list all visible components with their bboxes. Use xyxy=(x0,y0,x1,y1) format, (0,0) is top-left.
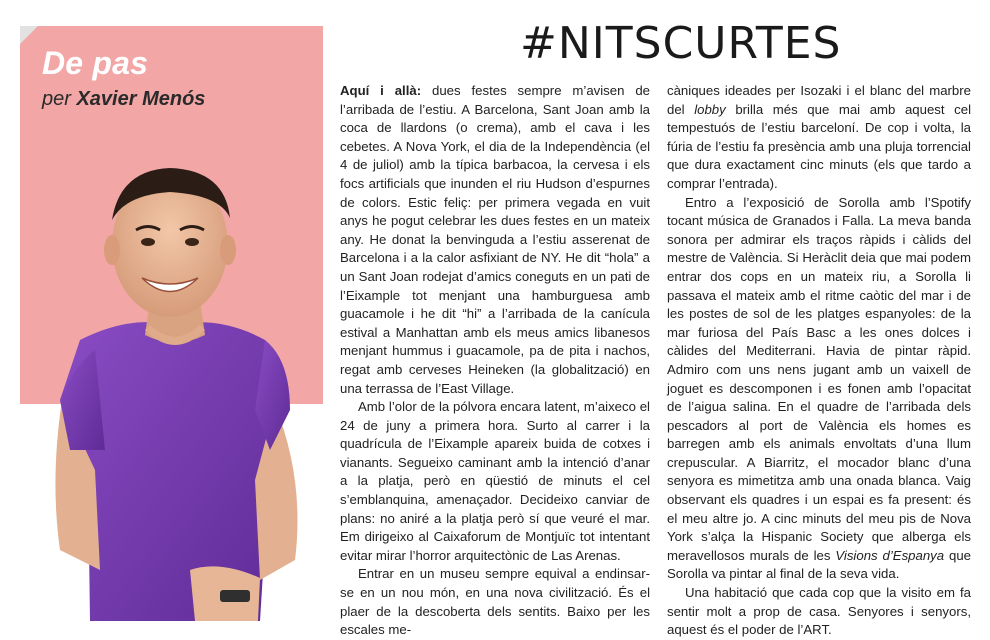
section-title: De pas xyxy=(42,45,149,81)
byline-author: Xavier Menós xyxy=(76,88,206,110)
paragraph-text: brilla més que mai amb aquest cel tempestuós de l’estiu barceloní. De cop i volta, la fúria de l’estiu fa presència amb una pluja torrencial que dura exactament cinc minuts (els que tardo a comprar l’entrada). xyxy=(667,101,971,191)
italic-title: Visions d’Espanya xyxy=(835,547,945,563)
paragraph xyxy=(667,194,971,584)
article-column-1 xyxy=(340,82,650,640)
byline-prefix: per xyxy=(42,88,71,110)
paragraph: Una habitació que cada cop que la visito em fa sentir molt a prop de casa. Senyores i senyors, aquest és el poder de l’ART. xyxy=(667,585,971,638)
article-lead: Aquí i allà: xyxy=(340,83,422,98)
paragraph xyxy=(340,82,650,398)
paragraph-text: càniques ideades per Isozaki i el blanc del marbre del xyxy=(667,83,971,117)
corner-fold xyxy=(20,26,38,44)
author-photo xyxy=(20,150,320,621)
paragraph: Entrar en un museu sempre equival a endinsar-se en un nou món, en una nova civilització. És el plaer de la descoberta dels sentits. Baixo per les escales me- xyxy=(340,566,650,638)
italic-term: lobby xyxy=(694,101,726,117)
paragraph-text: Entro a l’exposició de Sorolla amb l’Spotify tocant música de Granados i Falla. La meva banda sonora per admirar els traços ràpids i càlids del mestre de València. Si Heràclit deia que mai podem entrar dos cops en un mateix riu, a Sorolla li passava el mateix amb el ritme caòtic del mar i de les postes de sol de les platges espanyoles: de la mar furiosa del País Basc a les ones dolces i càlides del Mediterrani. Havia de pintar ràpid. Admiro com uns nens jugant amb un vaixell de joguet es descomponen i es fonen amb l’opacitat de l’aigua salina. En el quadre de l’arribada dels pescadors al port de València els homes es barregen amb els animals envoltats d’una llum crepuscular. A Biarritz, el mocador blanc d’una senyora es mimetitza amb una onada blanca. Vaig observant els quadres i un espai es fa present: és el meu altre jo. A cinc minuts del meu pis de Nova York s’alça la Hispanic Society que alberga els meravellosos murals de les xyxy=(667,194,971,563)
paragraph xyxy=(667,82,971,194)
article-column-2 xyxy=(667,82,971,640)
paragraph-text: dues festes sempre m’avisen de l’arribada de l’estiu. A Barcelona, Sant Joan amb la coca de llardons (o crema), amb el cava i les cebetes. A Nova York, el dia de la Independència (el 4 de juliol) amb la típica barbacoa, la cervesa i els focs artificials que inunden el riu Hudson d’espurnes de colors. Estic feliç: per primera vegada en vuit anys he pogut celebrar les dues festes en un mateix any. He donat la benvinguda a l’estiu asserenat de Barcelona i a la calor asfixiant de NY. He dit “hola” a un Sant Joan rodejat d’amics coneguts en un pati de l’Eixample tot menjant una hamburguesa amb guacamole i he dit “hi” a l’arribada de la canícula estival a Manhattan amb els meus amics libanesos menjant hummus i guacamole, pa de pita i nachos, regat amb cerveses Heineken (la globalització) en una terrassa de l’East Village. xyxy=(340,83,650,396)
byline xyxy=(42,88,205,111)
paragraph-text: que Sorolla va pintar al final de la seva vida. xyxy=(667,547,971,582)
headline: #NITSCURTES xyxy=(520,18,842,69)
paragraph: Amb l’olor de la pólvora encara latent, m’aixeco el 24 de juny a primera hora. Surto al carrer i la quadrícula de l’Eixample apareix buida de cotxes i vianants. Segueixo caminant amb la intenció d’anar a la platja, però en qüestió de minuts el cel s’emblanquina, amenaçador. Decideixo canviar de plans: no aniré a la platja però sí que veuré el mar. Em dirigeixo al Caixaforum de Montjuïc tot intentant evitar mirar l’horror arquitectònic de Las Arenas. xyxy=(340,399,650,563)
